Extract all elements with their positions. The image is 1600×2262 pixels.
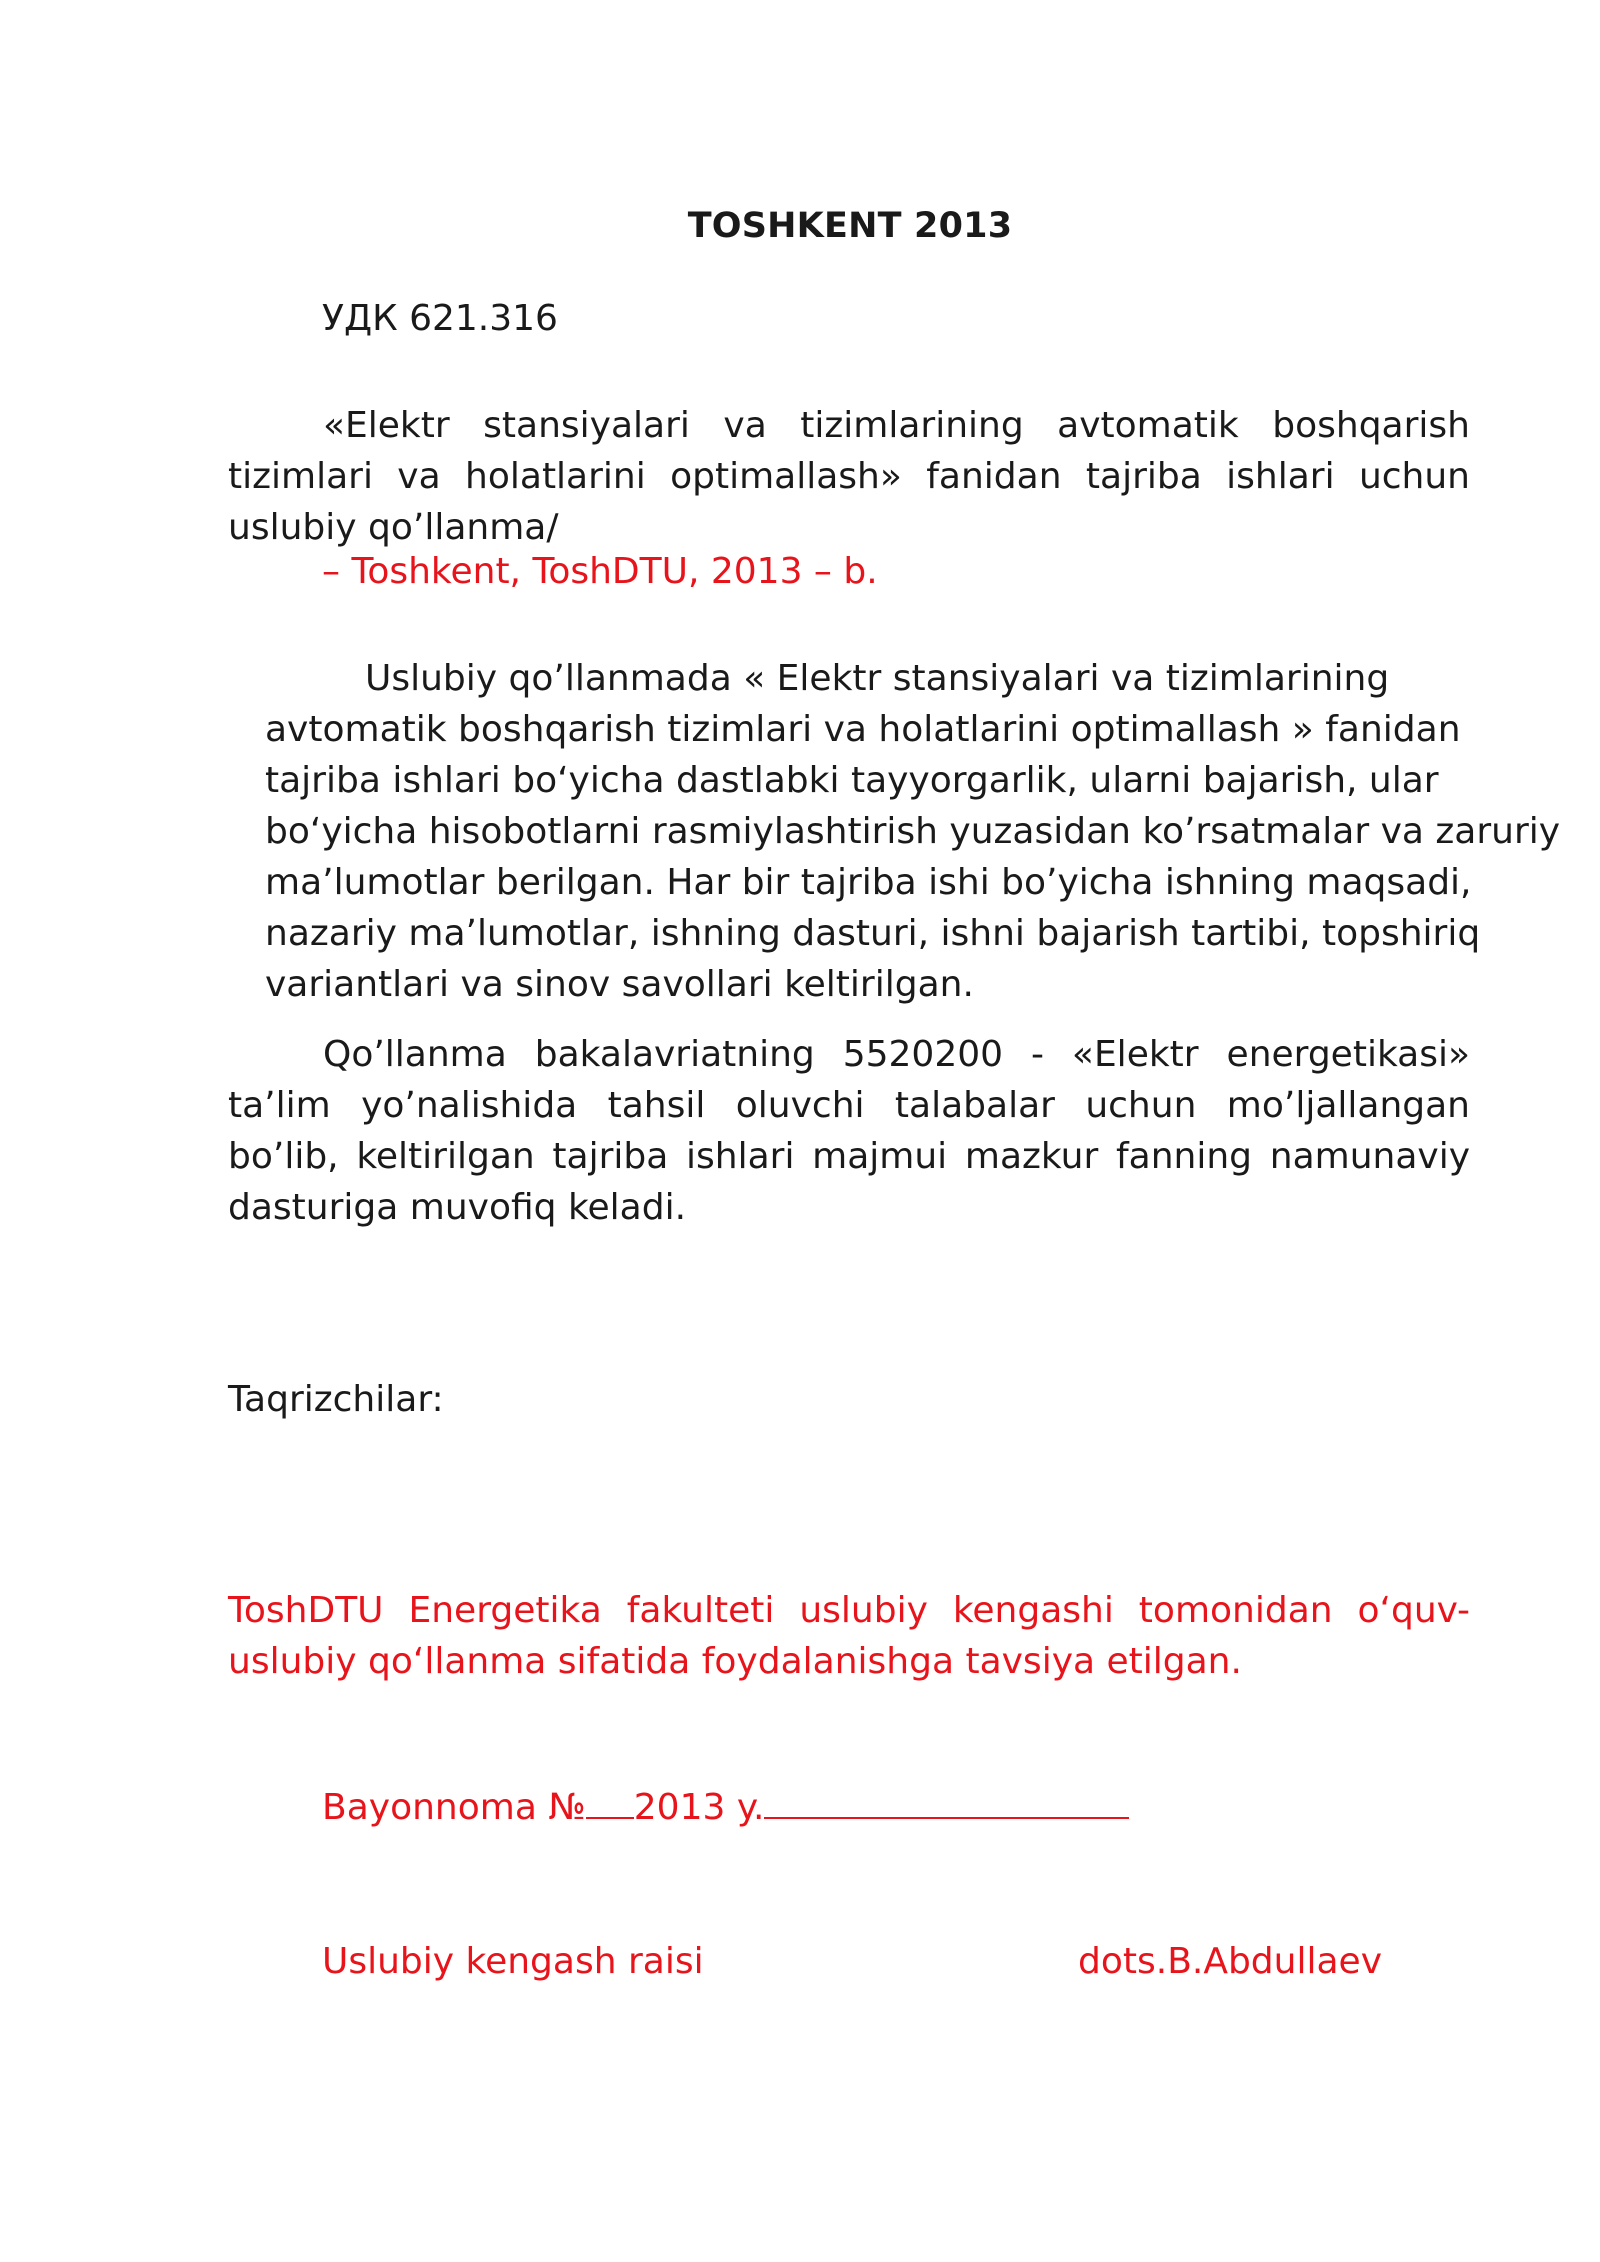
document-title: TOSHKENT 2013 [687,206,1013,246]
purpose-paragraph: Qo’llanma bakalavriatning 5520200 - «Elektr energetikasi» ta’lim yo’nalishida tahsil oluvchi talabalar uchun mo’ljallangan bo’lib, keltirilgan tajriba ishlari majmui mazkur fanning namunaviy dasturiga muvofiq keladi. [228,1034,1470,1228]
abstract-line: tajriba ishlari bo‘yicha dastlabki tayyorgarlik, ularni bajarish, ular [265,760,1439,801]
protocol-number-blank [586,1787,634,1819]
protocol-prefix: Bayonnoma № [322,1787,586,1828]
abstract-line: bo‘yicha hisobotlarni rasmiylashtirish yuzasidan ko’rsatmalar va zaruriy [265,811,1561,852]
abstract-paragraph [265,653,1561,1010]
abstract-line: nazariy ma’lumotlar, ishning dasturi, ishni bajarish tartibi, topshiriq [265,913,1481,954]
protocol-date-blank [764,1787,1129,1819]
abstract-line: Uslubiy qo’llanmada « Elektr stansiyalari va tizimlarining [365,658,1390,699]
signature-label: Uslubiy kengash raisi [322,1941,704,1982]
reviewers-label: Taqrizchilar: [228,1379,444,1420]
protocol-year: 2013 y. [633,1787,765,1828]
recommendation-paragraph: ToshDTU Energetika fakulteti uslubiy kengashi tomonidan o‘quv-uslubiy qo‘llanma sifatida foydalanishga tavsiya etilgan. [228,1590,1470,1682]
udk-code: УДК 621.316 [322,298,558,339]
protocol-line [322,1787,1129,1828]
signature-name: dots.B.Abdullaev [1078,1941,1382,1982]
bibliographic-description: «Elektr stansiyalari va tizimlarining avtomatik boshqarish tizimlari va holatlarini optimallash» fanidan tajriba ishlari uchun uslubiy qo’llanma/ [228,405,1470,548]
bibliographic-citation: – Toshkent, ToshDTU, 2013 – b. [322,551,878,592]
abstract-line: ma’lumotlar berilgan. Har bir tajriba ishi bo’yicha ishning maqsadi, [265,862,1472,903]
abstract-line: avtomatik boshqarish tizimlari va holatlarini optimallash » fanidan [265,709,1461,750]
abstract-line: variantlari va sinov savollari keltirilgan. [265,964,974,1005]
